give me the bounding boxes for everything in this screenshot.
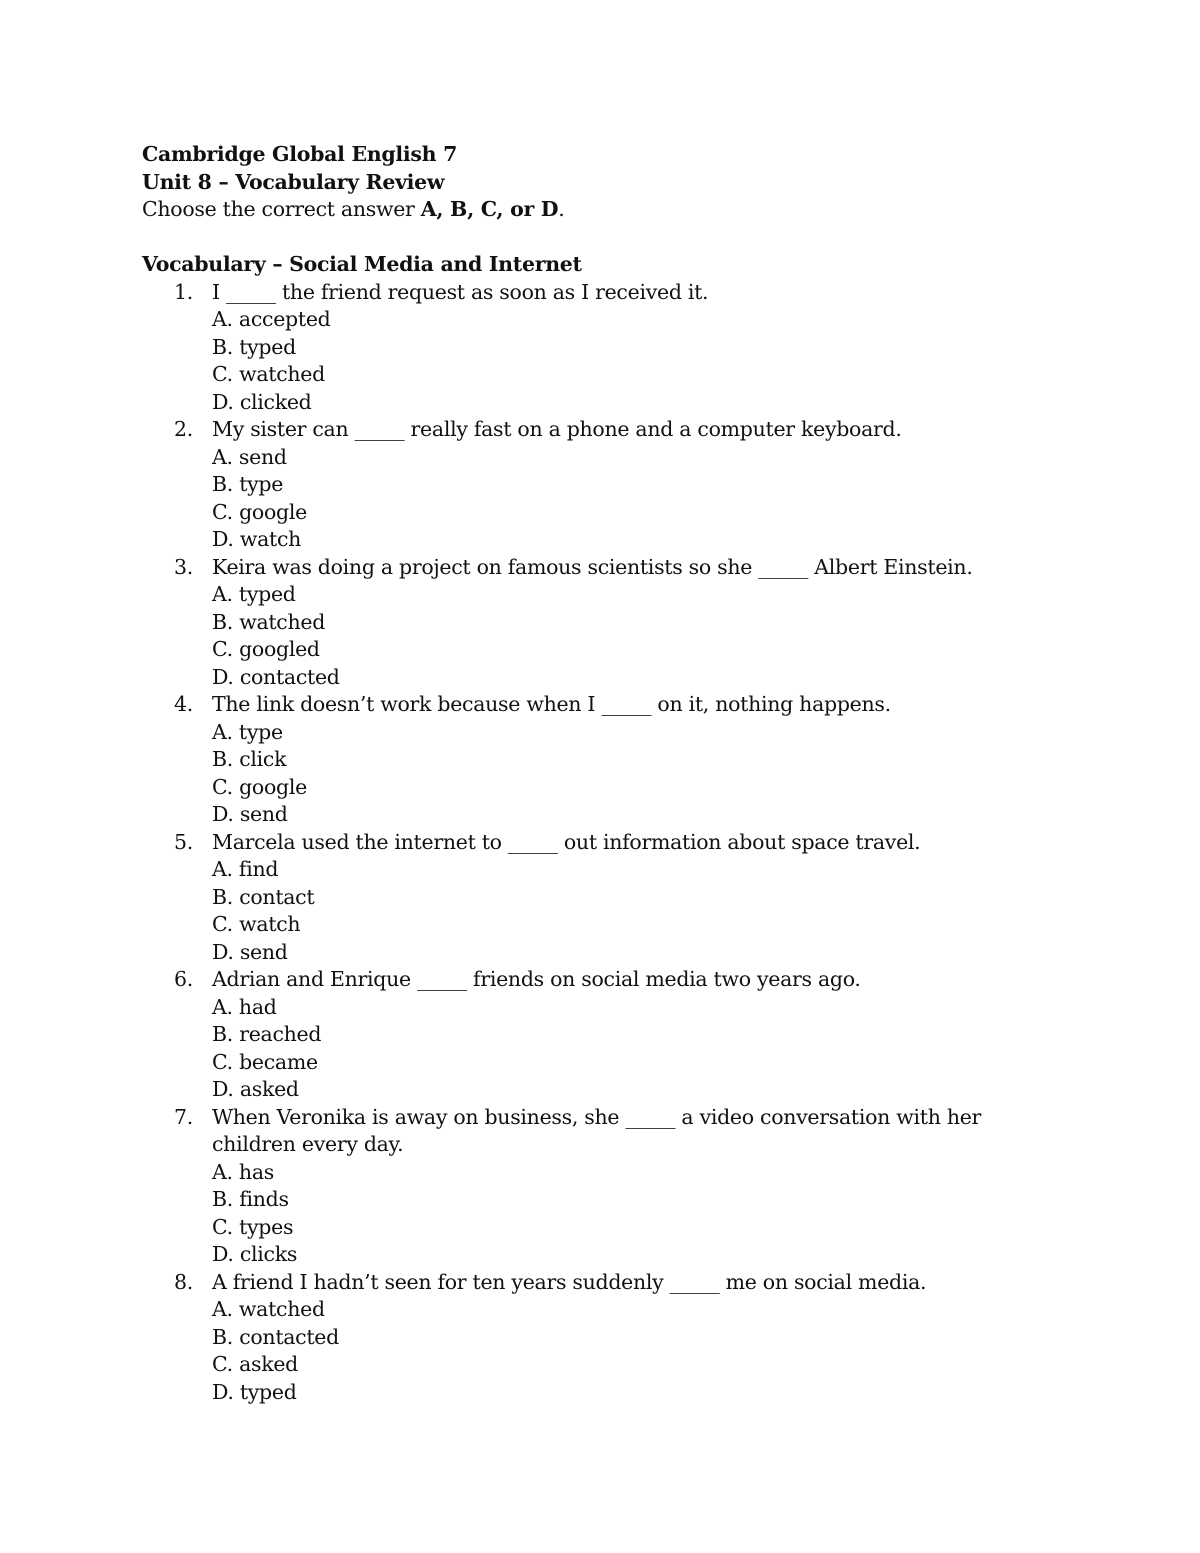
option-a: A. type — [212, 719, 283, 744]
question-8 — [142, 1269, 1062, 1407]
option-a: A. has — [212, 1159, 274, 1184]
question-4 — [142, 691, 1062, 829]
unit-title: Unit 8 – Vocabulary Review — [142, 169, 445, 194]
instruction-choices: A, B, C, or D — [420, 197, 559, 221]
question-number: 4. — [174, 692, 193, 716]
question-text: A friend I hadn’t seen for ten years suddenly _____ me on social media. — [212, 1269, 927, 1294]
option-c: C. asked — [212, 1352, 299, 1376]
question-5 — [142, 829, 1062, 967]
question-7 — [142, 1104, 1062, 1269]
option-d: D. asked — [212, 1077, 299, 1101]
question-text: Marcela used the internet to _____ out information about space travel. — [212, 829, 921, 854]
question-number: 6. — [174, 967, 193, 991]
option-b: B. reached — [212, 1022, 322, 1046]
option-d: D. contacted — [212, 664, 340, 689]
blank-line — [142, 224, 1062, 252]
question-1 — [142, 279, 1062, 417]
option-a: A. send — [212, 444, 287, 469]
option-a: A. had — [212, 994, 277, 1019]
question-3 — [142, 554, 1062, 692]
question-text: Adrian and Enrique _____ friends on social media two years ago. — [212, 967, 861, 991]
option-c: C. watch — [212, 912, 301, 936]
option-a: A. typed — [212, 582, 296, 606]
question-number: 2. — [174, 417, 193, 441]
option-b: B. click — [212, 747, 287, 771]
document-page — [142, 141, 1062, 1406]
question-text: I _____ the friend request as soon as I received it. — [212, 279, 709, 304]
instruction — [142, 196, 1062, 224]
option-d: D. send — [212, 802, 288, 826]
option-d: D. clicked — [212, 389, 312, 414]
option-c: C. google — [212, 499, 307, 524]
option-b: B. typed — [212, 334, 296, 359]
option-d: D. send — [212, 939, 288, 964]
question-text: When Veronika is away on business, she _____ a video conversation with her children every day. — [212, 1104, 982, 1156]
question-text: The link doesn’t work because when I _____ on it, nothing happens. — [212, 692, 891, 716]
option-a: A. accepted — [212, 307, 331, 331]
option-b: B. type — [212, 472, 284, 496]
option-c: C. watched — [212, 362, 325, 386]
instruction-suffix: . — [558, 197, 565, 221]
document-title: Cambridge Global English 7 — [142, 142, 458, 166]
option-c: C. types — [212, 1214, 294, 1239]
question-number: 1. — [174, 279, 193, 304]
question-text: My sister can _____ really fast on a phone and a computer keyboard. — [212, 417, 902, 441]
question-text: Keira was doing a project on famous scientists so she _____ Albert Einstein. — [212, 554, 973, 579]
option-b: B. watched — [212, 609, 326, 634]
section-title: Vocabulary – Social Media and Internet — [142, 252, 582, 276]
option-d: D. watch — [212, 527, 302, 551]
instruction-prefix: Choose the correct answer — [142, 197, 421, 221]
question-6 — [142, 966, 1062, 1104]
option-b: B. contact — [212, 884, 315, 909]
option-a: A. watched — [212, 1297, 325, 1321]
question-number: 8. — [174, 1269, 193, 1294]
question-number: 5. — [174, 829, 193, 854]
question-2 — [142, 416, 1062, 554]
question-number: 3. — [174, 554, 193, 579]
option-b: B. contacted — [212, 1324, 339, 1349]
option-c: C. google — [212, 774, 307, 799]
option-a: A. find — [212, 857, 279, 881]
option-c: C. became — [212, 1049, 318, 1074]
question-number: 7. — [174, 1104, 193, 1129]
option-d: D. typed — [212, 1379, 297, 1404]
option-c: C. googled — [212, 637, 320, 661]
option-b: B. finds — [212, 1187, 289, 1211]
option-d: D. clicks — [212, 1242, 298, 1266]
